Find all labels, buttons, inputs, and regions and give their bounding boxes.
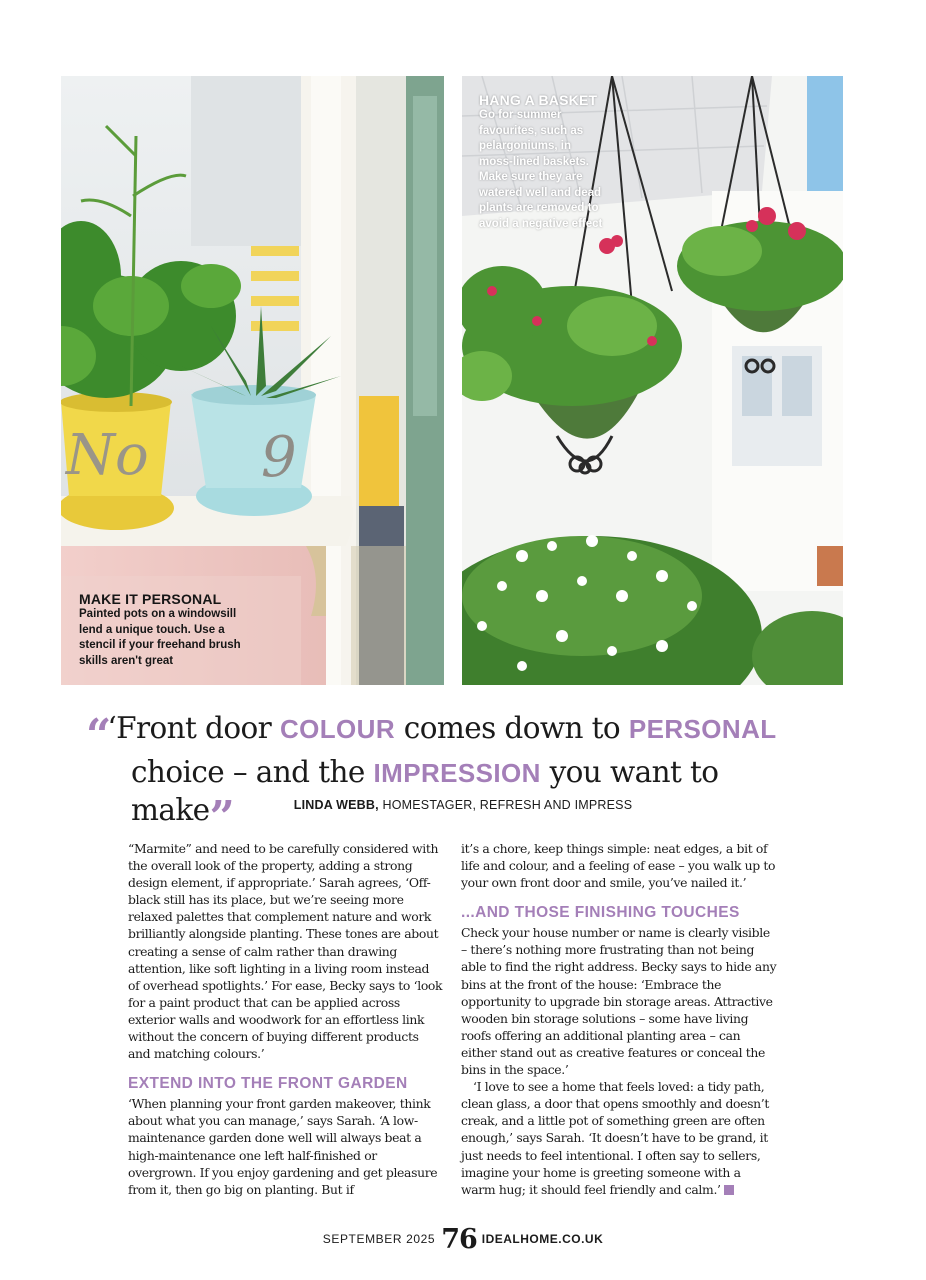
pull-quote-line-2 [86, 754, 826, 843]
article-paragraph-text: ‘I love to see a home that feels loved: a tidy path, clean glass, a door that opens smoothly and doesn’t creak, and a little pot of something green are often enough,’ says Sarah. ‘It doesn’t have to be grand, it just needs to feel intentional. I often say to sellers, imagine your home is greeting someone with a warm hug; it should feel friendly and calm.’ [461, 1079, 769, 1197]
pot-label-9: 9 [261, 425, 297, 490]
page-number: 76 [441, 1224, 477, 1255]
article-column-right [461, 840, 777, 1198]
pull-quote-text: choice – and the [131, 755, 374, 789]
caption-heading: HANG A BASKET [479, 92, 598, 108]
highlight-personal: PERSONAL [628, 714, 777, 744]
article-paragraph-final [461, 1078, 777, 1198]
article-paragraph: ‘When planning your front garden makeover, think about what you can manage,’ says Sarah. ‘A low-maintenance garden done well will always beat a high-maintenance one left half-finished or overgrown. If you enjoy gardening and get pleasure from it, then go big on planting. But if [128, 1096, 438, 1197]
subhead-front-garden: EXTEND INTO THE FRONT GARDEN [128, 1075, 408, 1093]
pull-quote-line-1 [86, 710, 826, 761]
caption-heading: MAKE IT PERSONAL [79, 591, 222, 607]
page-footer [0, 1224, 926, 1255]
attribution-role: HOMESTAGER, REFRESH AND IMPRESS [378, 798, 633, 812]
close-quote-mark: ” [209, 792, 231, 843]
end-mark-icon [724, 1185, 734, 1195]
caption-make-it-personal [79, 591, 241, 669]
pull-quote [86, 710, 826, 843]
issue-date: SEPTEMBER 2025 [322, 1232, 436, 1246]
article-paragraph: it’s a chore, keep things simple: neat edges, a bit of life and colour, and a feeling of ease – you walk up to your own front door and smile, you’ve nailed it.’ [461, 841, 776, 891]
subhead-finishing-touches: ...AND THOSE FINISHING TOUCHES [461, 904, 740, 922]
quote-attribution [0, 798, 926, 812]
article-column-left [128, 840, 444, 1198]
pot-label-no: No [66, 423, 149, 488]
article-paragraph: “Marmite” and need to be carefully considered with the overall look of the property, adding a strong design element, if appropriate.’ Sarah agrees, ‘Off-black still has its place, but we’re seeing more relaxed palettes that complement nature and work brilliantly alongside planting. These tones are about creating a sense of calm rather than drawing attention, like soft lighting in a living room instead of overhead spotlights.’ For ease, Becky says to ‘look for a paint product that can be applied across exterior walls and woodwork for an effortless link without the concern of buying different products and matching colours.’ [128, 841, 443, 1062]
caption-body: Go for summer favourites, such as pelargoniums, in moss-lined baskets. Make sure they are watered well and dead plants are removed to avoid a negative effect [479, 109, 603, 230]
attribution-name: LINDA WEBB, [293, 798, 379, 812]
site-url: IDEALHOME.CO.UK [481, 1232, 604, 1246]
pull-quote-text: comes down to [395, 711, 629, 745]
open-quote-mark: “ [86, 710, 108, 761]
article-paragraph: Check your house number or name is clearly visible – there’s nothing more frustrating than not being able to find the right address. Becky says to hide any bins at the front of the house: ‘Embrace the opportunity to upgrade bin storage areas. Attractive wooden bin storage solutions – some have living roofs offering an additional planting area – can either stand out as creative features or conceal the bins in the space.’ [461, 925, 777, 1078]
caption-hang-a-basket [479, 92, 602, 232]
pull-quote-text: you want to make [131, 755, 719, 827]
highlight-impression: IMPRESSION [373, 758, 541, 788]
caption-body: Painted pots on a windowsill lend a unique touch. Use a stencil if your freehand brush skills aren't great [79, 608, 241, 667]
highlight-colour: COLOUR [279, 714, 395, 744]
pull-quote-text: ‘Front door [107, 711, 280, 745]
